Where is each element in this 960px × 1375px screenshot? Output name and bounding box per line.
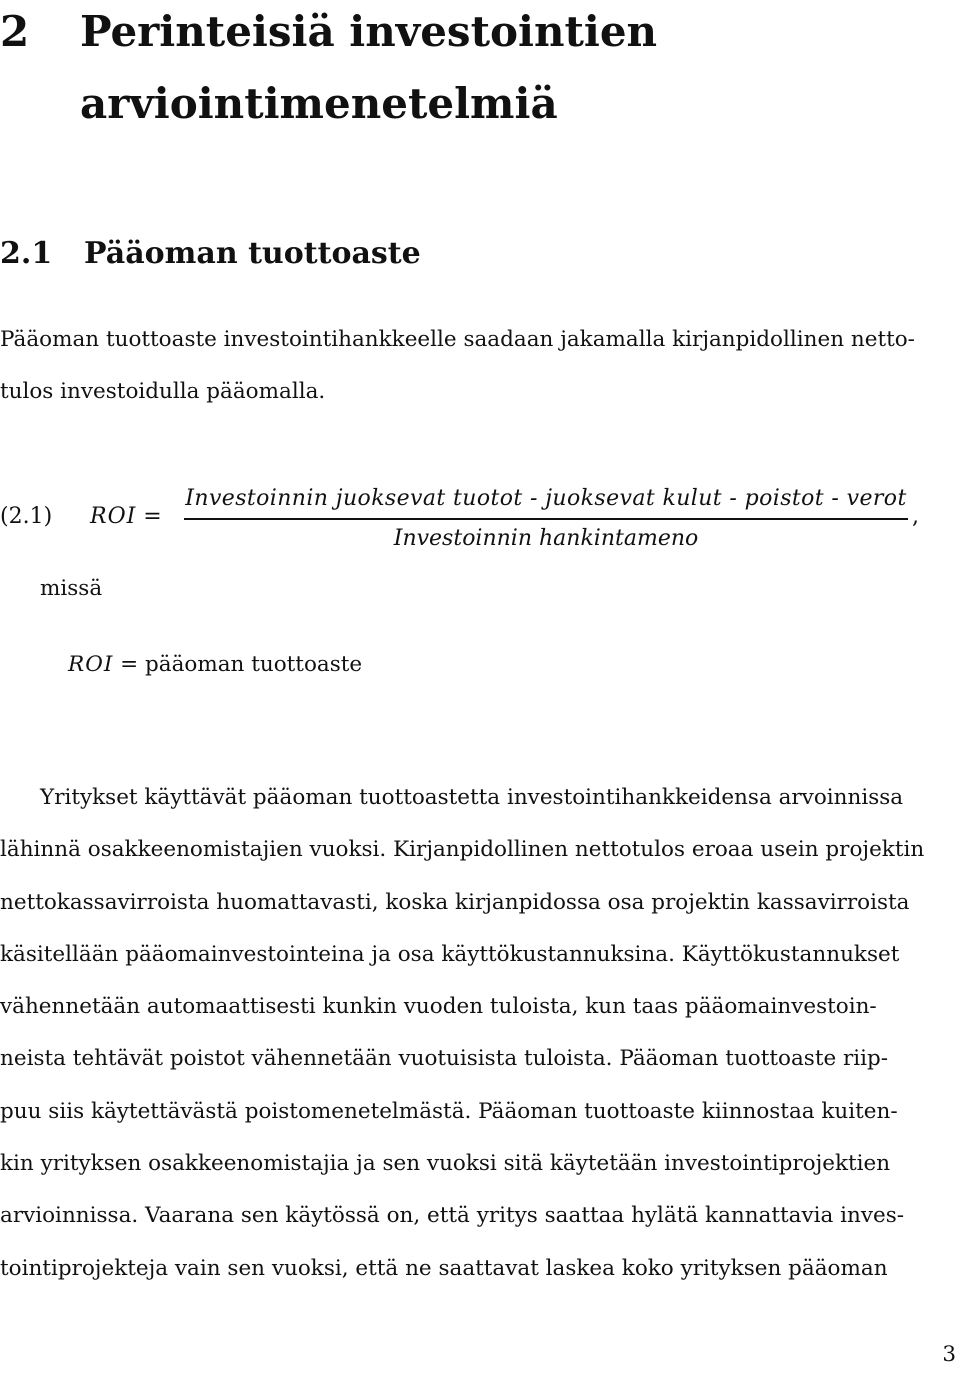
intro-paragraph <box>0 314 958 418</box>
section-heading <box>0 236 421 271</box>
chapter-number: 2 <box>0 7 30 56</box>
equation-trailing-comma: , <box>912 504 919 529</box>
main-paragraph-line: puu siis käytettävästä poistomenetelmästä. Pääoman tuottoaste kiinnostaa kuiten- <box>0 1098 898 1124</box>
equation-number: (2.1) <box>0 504 53 529</box>
definition-meaning: pääoman tuottoaste <box>145 652 363 677</box>
section-title: Pääoman tuottoaste <box>84 236 421 271</box>
main-paragraph-line: arvioinnissa. Vaarana sen käytössä on, että yritys saattaa hylätä kannattavia inves- <box>0 1203 905 1229</box>
section-number: 2.1 <box>0 236 53 271</box>
fraction-bar <box>184 518 908 520</box>
intro-paragraph-line-1: Pääoman tuottoaste investointihankkeelle saadaan jakamalla kirjanpidollinen netto- <box>0 327 915 352</box>
definition-symbol: ROI <box>68 652 114 677</box>
where-label: missä <box>40 576 103 601</box>
definition-line <box>68 652 362 677</box>
main-paragraph-line: neista tehtävät poistot vähennetään vuotuisista tuloista. Pääoman tuottoaste riip- <box>0 1046 889 1072</box>
main-paragraph-line: kin yrityksen osakkeenomistajia ja sen vuoksi sitä käytetään investointiprojektien <box>0 1151 891 1177</box>
main-paragraph-line: lähinnä osakkeenomistajien vuoksi. Kirjanpidollinen nettotulos eroaa usein projektin <box>0 837 925 863</box>
equation-equals-sign: = <box>143 504 162 529</box>
main-paragraph-line: Yritykset käyttävät pääoman tuottoastetta investointihankkeidensa arvoinnissa <box>40 785 904 810</box>
equation-lhs <box>90 504 162 529</box>
main-paragraph-line: käsitellään pääomainvestointeina ja osa käyttökustannuksina. Käyttökustannukset <box>0 941 900 967</box>
main-paragraph-line: vähennetään automaattisesti kunkin vuoden tuloista, kun taas pääomainvestoin- <box>0 994 877 1020</box>
main-paragraph-line: tointiprojekteja vain sen vuoksi, että ne saattavat laskea koko yrityksen pääoman <box>0 1255 888 1281</box>
main-paragraph <box>0 772 960 1295</box>
roi-equation <box>0 480 960 560</box>
equation-fraction <box>184 484 908 554</box>
page-number: 3 <box>942 1342 956 1367</box>
definition-equals: = <box>113 652 145 677</box>
fraction-denominator: Investoinnin hankintameno <box>393 525 699 551</box>
main-paragraph-line: nettokassavirroista huomattavasti, koska kirjanpidossa osa projektin kassavirroista <box>0 889 910 915</box>
equation-lhs-symbol: ROI <box>90 504 137 529</box>
chapter-title-line-1: Perinteisiä investointien <box>80 7 658 56</box>
intro-paragraph-line-2: tulos investoidulla pääomalla. <box>0 379 326 404</box>
fraction-numerator: Investoinnin juoksevat tuotot - juoksevat kulut - poistot - verot <box>185 486 907 511</box>
chapter-title-line-2: arviointimenetelmiä <box>80 79 558 128</box>
